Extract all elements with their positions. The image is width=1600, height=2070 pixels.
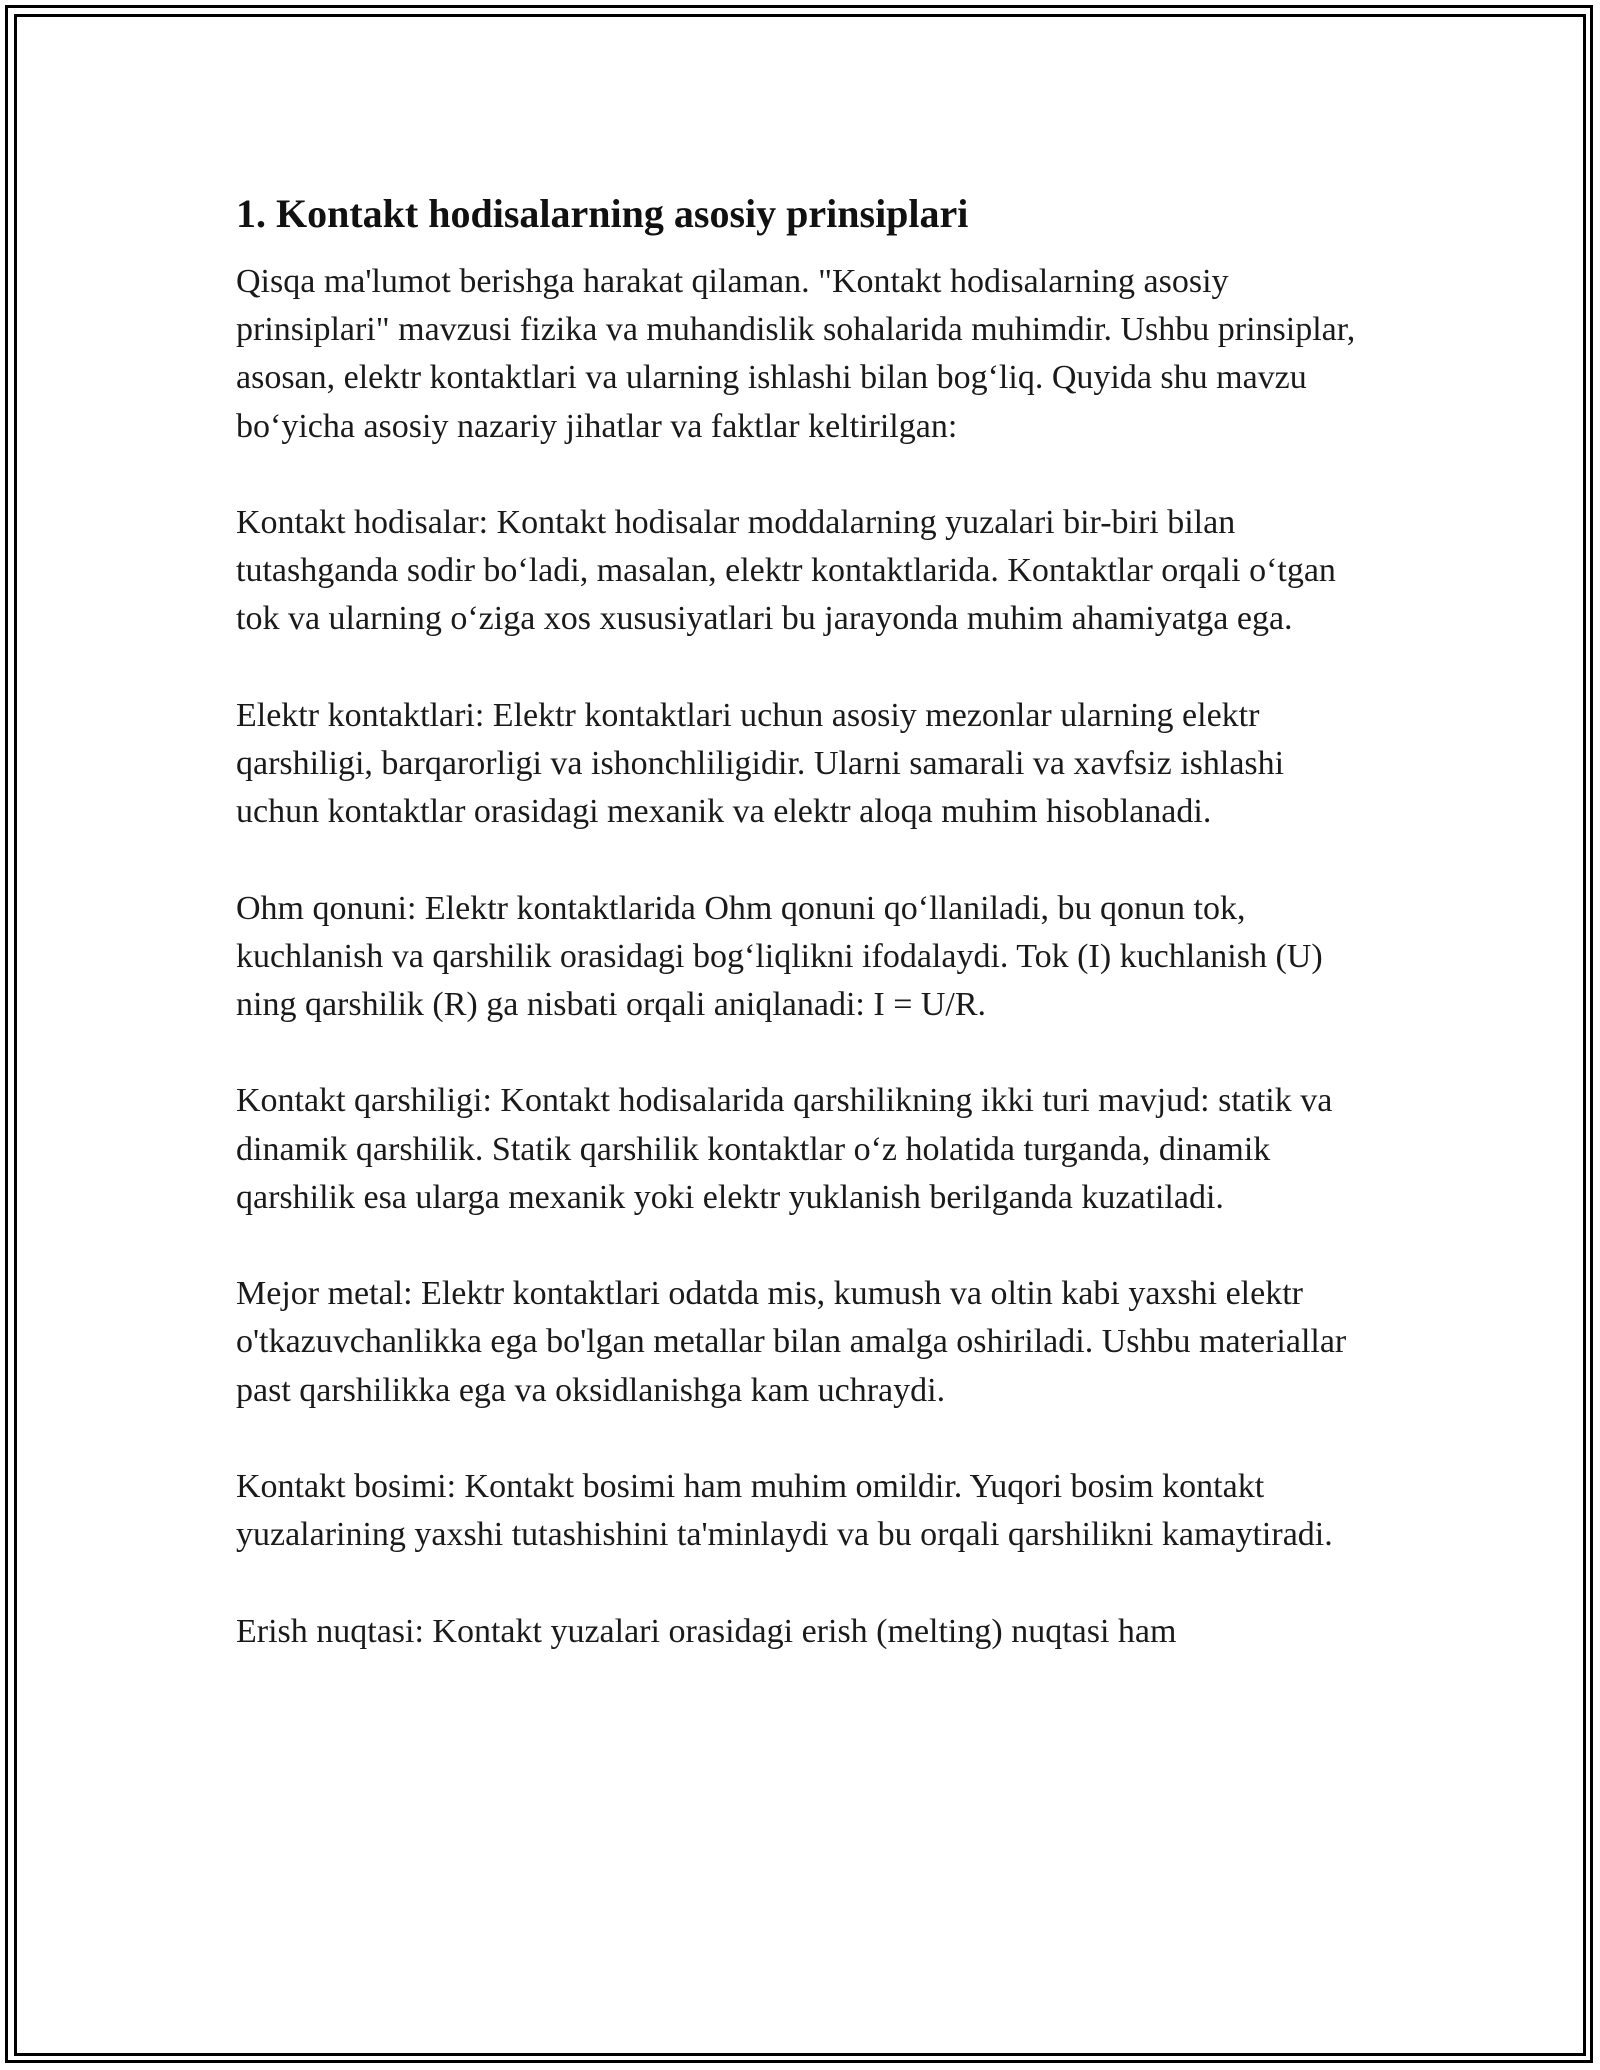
paragraph-erish-nuqtasi: Erish nuqtasi: Kontakt yuzalari orasidagi erish (melting) nuqtasi ham: [236, 1612, 1177, 1650]
section-heading: 1. Kontakt hodisalarning asosiy prinsiplari: [236, 191, 969, 236]
paragraph-kontakt-qarshiligi: Kontakt qarshiligi: Kontakt hodisalarida qarshilikning ikki turi mavjud: statik va dinamik qarshilik. Statik qarshilik kontaktlar o‘z holatida turganda, dinamik qarshilik esa ularga mexanik yoki elektr yuklanish berilganda kuzatiladi.: [236, 1082, 1333, 1216]
paragraph-kontakt-bosimi: Kontakt bosimi: Kontakt bosimi ham muhim omildir. Yuqori bosim kontakt yuzalarining yaxshi tutashishini ta'minlaydi va bu orqali qarshilikni kamaytiradi.: [236, 1467, 1333, 1554]
paragraph-kontakt-hodisalar: Kontakt hodisalar: Kontakt hodisalar moddalarning yuzalari bir-biri bilan tutashganda sodir bo‘ladi, masalan, elektr kontaktlarida. Kontaktlar orqali o‘tgan tok va ularning o‘ziga xos xususiyatlari bu jarayonda muhim ahamiyatga ega.: [236, 504, 1336, 638]
paragraph-intro: Qisqa ma'lumot berishga harakat qilaman. "Kontakt hodisalarning asosiy prinsiplari" mavzusi fizika va muhandislik sohalarida muhimdir. Ushbu prinsiplar, asosan, elektr kontaktlari va ularning ishlashi bilan bog‘liq. Quyida shu mavzu bo‘yicha asosiy nazariy jihatlar va faktlar keltirilgan:: [236, 263, 1356, 445]
paragraph-ohm-qonuni: Ohm qonuni: Elektr kontaktlarida Ohm qonuni qo‘llaniladi, bu qonun tok, kuchlanish va qarshilik orasidagi bog‘liqlikni ifodalaydi. Tok (I) kuchlanish (U) ning qarshilik (R) ga nisbati orqali aniqlanadi: I = U/R.: [236, 889, 1323, 1023]
document-body: [236, 182, 1366, 1656]
paragraph-elektr-kontaktlari: Elektr kontaktlari: Elektr kontaktlari uchun asosiy mezonlar ularning elektr qarshiligi, barqarorligi va ishonchliligidir. Ularni samarali va xavfsiz ishlashi uchun kontaktlar orasidagi mexanik va elektr aloqa muhim hisoblanadi.: [236, 696, 1285, 831]
paragraph-mejor-metal: Mejor metal: Elektr kontaktlari odatda mis, kumush va oltin kabi yaxshi elektr o'tkazuvchanlikka ega bo'lgan metallar bilan amalga oshiriladi. Ushbu materiallar past qarshilikka ega va oksidlanishga kam uchraydi.: [236, 1275, 1347, 1409]
